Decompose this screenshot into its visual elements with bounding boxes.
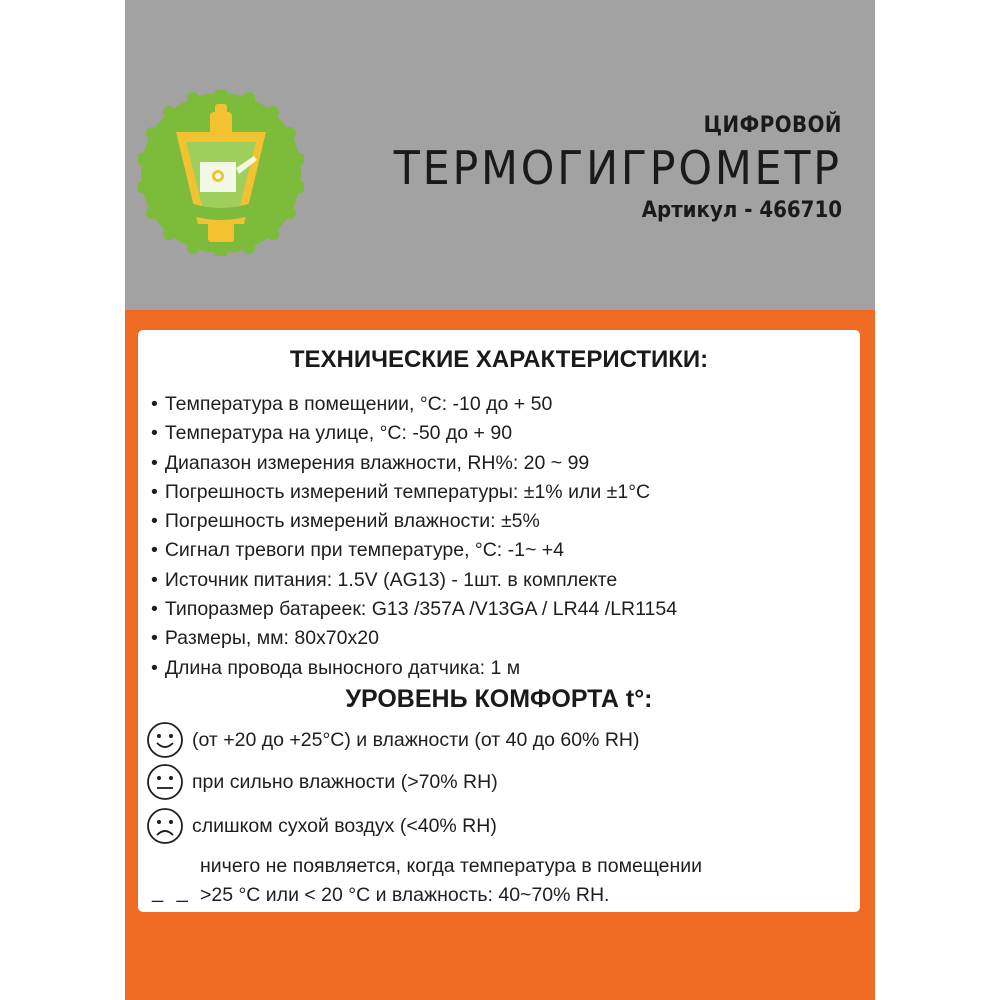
product-title: ТЕРМОГИГРОМЕТР xyxy=(393,141,842,195)
specs-card xyxy=(138,330,860,912)
spec-item: • Длина провода выносного датчика: 1 м xyxy=(151,654,677,683)
spec-item: • Типоразмер батареек: G13 /357A /V13GA / LR44 /LR1154 xyxy=(151,595,677,624)
comfort-row-happy xyxy=(146,720,184,760)
article-number: Артикул - 466710 xyxy=(641,198,842,223)
product-subtitle: ЦИФРОВОЙ xyxy=(703,113,842,138)
no-display-dash-icon: _ _ xyxy=(152,881,192,903)
comfort-happy-text: (от +20 до +25°С) и влажности (от 40 до 60% RH) xyxy=(192,729,640,751)
header-panel xyxy=(125,0,875,310)
spec-item: • Размеры, мм: 80х70х20 xyxy=(151,624,677,653)
specs-list xyxy=(151,390,677,683)
garden-show-logo xyxy=(138,90,304,256)
title-block xyxy=(360,112,842,226)
spec-item: • Температура на улице, °С: -50 до + 90 xyxy=(151,419,677,448)
spec-item: • Погрешность измерений влажности: ±5% xyxy=(151,507,677,536)
spec-item: • Погрешность измерений температуры: ±1% или ±1°С xyxy=(151,478,677,507)
comfort-sad-text: слишком сухой воздух (<40% RH) xyxy=(192,815,497,837)
comfort-row-sad xyxy=(146,806,184,846)
comfort-neutral-text: при сильно влажности (>70% RH) xyxy=(192,771,498,793)
comfort-heading: УРОВЕНЬ КОМФОРТА t°: xyxy=(345,685,653,713)
no-display-note-line2: >25 °С или < 20 °С и влажность: 40~70% RH. xyxy=(200,884,610,906)
spec-item: • Источник питания: 1.5V (AG13) - 1шт. в комплекте xyxy=(151,566,677,595)
product-card-canvas xyxy=(125,0,875,1000)
neutral-face-icon xyxy=(146,763,184,801)
no-display-note-line1: ничего не появляется, когда температура в помещении xyxy=(200,855,703,877)
spec-item: • Диапазон измерения влажности, RH%: 20 ~ 99 xyxy=(151,449,677,478)
specs-heading: ТЕХНИЧЕСКИЕ ХАРАКТЕРИСТИКИ: xyxy=(289,346,709,373)
spec-item: • Температура в помещении, °С: -10 до + 50 xyxy=(151,390,677,419)
happy-face-icon xyxy=(146,721,184,759)
comfort-row-neutral xyxy=(146,762,184,802)
no-display-note xyxy=(200,852,702,910)
spec-item: • Сигнал тревоги при температуре, °С: -1~ +4 xyxy=(151,536,677,565)
sad-face-icon xyxy=(146,807,184,845)
